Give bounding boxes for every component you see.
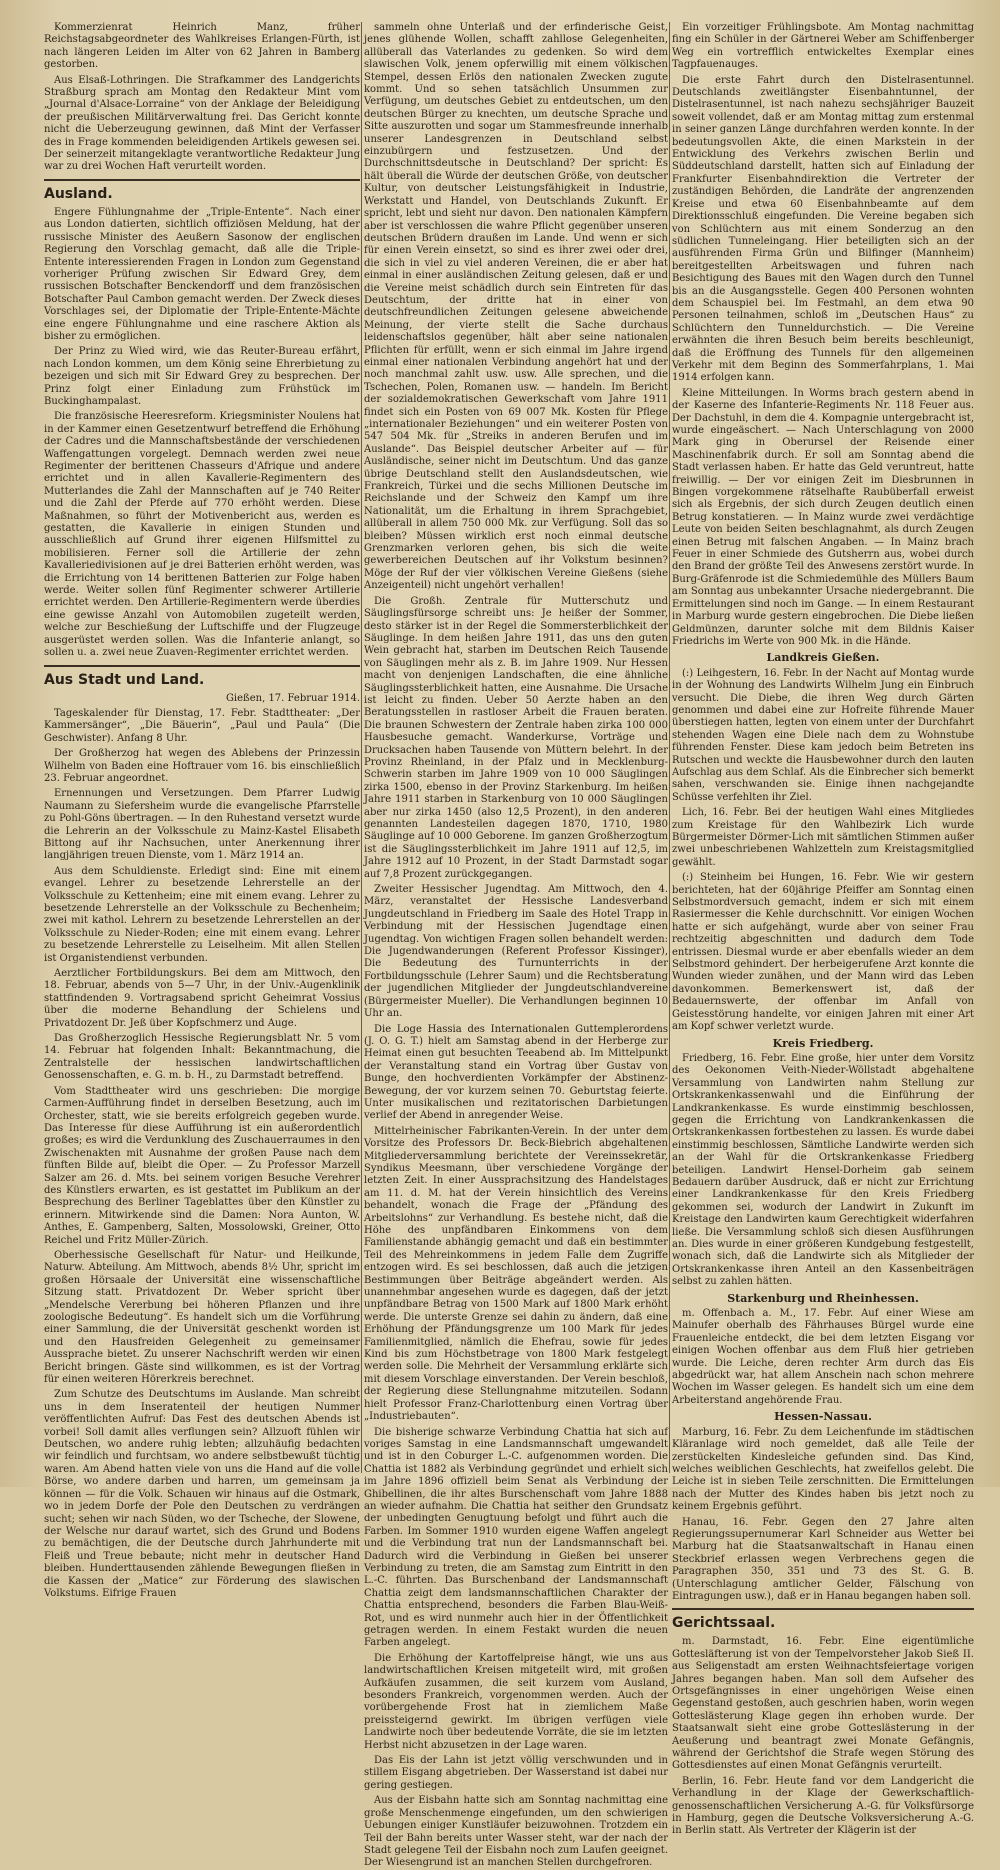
section-divider [44,665,360,667]
article-hoftrauer: Der Großherzog hat wegen des Ablebens der Prinzessin Wilhelm von Baden eine Hoftrauer vom 16. bis einschließlich 23. Februar angeordnet. [44,748,360,784]
article-elsass: Aus Elsaß-Lothringen. Die Strafkammer des Landgerichts Straßburg sprach am Montag den Redakteur Mint vom „Journal d'Alsace-Lorraine“ von der Anklage der Beleidigung der preußischen Militärverwaltung frei. Das Gericht konnte nicht die Ueberzeugung gewinnen, daß Mint der Verfasser des in Frage kommenden beleidigenden Artikels gewesen sei. Der seinerzeit mitangeklagte verantwortliche Redakteur Jung war zu drei Wochen Haft verurteilt worden. [44,74,360,173]
article-heeresreform: Die französische Heeresreform. Kriegsminister Noulens hat in der Kammer einen Gesetzentwurf betreffend die Erhöhung der Cadres und die Mannschaftsbestände der verschiedenen Waffengattungen vorgelegt. Demnach werden zwei neue Regimenter der berittenen Chasseurs d'Afrique und andere errichtet und in allen Kavallerie-Regimentern des Mutterlandes die Zahl der Mannschaften auf je 740 Reiter und die Zahl der Pferde auf 770 erhöht werden. Diese Maßnahmen, so führt der Motivenbericht aus, werden es gestatten, die Kavallerie in einigen Stunden und ausschließlich auf Grund ihrer eigenen Hilfsmittel zu mobilisieren. Ferner soll die Artillerie der zehn Kavalleriedivisionen auf je drei Batterien erhöht werden, was die Errichtung von 14 berittenen Batterien zur Folge haben werde. Weiter sollen fünf Regimenter schwerer Artillerie errichtet werden. Den Artillerie-Regimentern werde überdies eine gewisse Anzahl von Automobilen zugeteilt werden, welche zur Beschießung der Luftschiffe und der Flugzeuge ausgerüstet werden sollen. Was die Infanterie anlangt, so sollen u. a. zwei neue Zuaven-Regimenter errichtet werden. [44,411,360,659]
article-mutterschutz: Die Großh. Zentrale für Mutterschutz und Säuglingsfürsorge schreibt uns: Je heißer der Sommer, desto stärker ist in der Regel die Sommersterblichkeit der Säuglinge. In dem heißen Jahre 1911, das uns den guten Wein gebracht hat, starben im Deutschen Reich Tausende von Säuglingen mehr als z. B. im Jahre 1909. Nur Hessen macht von denjenigen Landschaften, die eine ähnliche Säuglingssterblichkeit hatten, eine Ausnahme. Die Ursache ist leicht zu finden. Ueber 50 Aerzte haben an den Beratungsstellen in rastloser Arbeit die Frauen beraten. Die braunen Schwestern der Zentrale haben zirka 100 000 Hausbesuche gemacht. Wanderkurse, Vorträge und Drucksachen haben Tausende von Müttern belehrt. In der Provinz Rheinland, in der Pfalz und in Mecklenburg-Schwerin starben im Jahre 1909 von 10 000 Säuglingen zirka 1500, ebenso in der Provinz Starkenburg. Im heißen Jahre 1911 starben in Starkenburg von 10 000 Säuglingen aber nur zirka 1450 (also 12,5 Prozent), in den anderen genannten Landesteilen dagegen 1870, 1710, 1980 Säuglinge auf 10 000 Geborene. Im ganzen Großherzogtum ist die Säuglingssterblichkeit im Jahre 1911 auf 12,5, im Jahre 1912 auf 10 Prozent, in der Stadt Darmstadt sogar auf 7,8 Prozent zurückgegangen. [364,595,668,880]
article-fabrikanten: Mittelrheinischer Fabrikanten-Verein. In der unter dem Vorsitze des Professors Dr. Beck-Biebrich abgehaltenen Mitgliederversammlung berichtete der Vereinssekretär, Syndikus Meesmann, über verschiedene Vorgänge der letzten Zeit. In einer Aussprachsitzung des Handelstages am 11. d. M. hat der Verein hinsichtlich des Vereins behandelt, wonach die Frage der „Pfändung des Arbeitslohns“ zur Verhandlung. Es bestehe nicht, daß die Höhe des unpfändbaren Einkommens von dem Familienstande abhängig gemacht und daß ein bestimmter Teil des Mehreinkommens in jedem Falle dem Zugriffe entzogen wird. Es sei beschlossen, daß auch die jetzigen Bestimmungen über Beiträge abgeändert werden. Als unannehmbar angesehen wurde es dagegen, daß der jetzt unpfändbare Betrag von 1500 Mark auf 1800 Mark erhöht werde. Die unterste Grenze sei dahin zu ändern, daß eine Erhöhung der Pfändungsgrenze um 100 Mark für jedes Familienmitglied, nämlich die Ehefrau, sowie für jedes Kind bis zum Höchstbetrage von 1800 Mark festgelegt werden solle. Die Mehrheit der Versammlung erklärte sich mit diesem Vorschlage einverstanden. Der Verein beschloß, der Regierung diese Stellungnahme mitzuteilen. Sodann hielt Professor Franz-Charlottenburg einen Vortrag über „Industriebauten“. [364,1125,668,1423]
column-rule [361,22,362,1473]
article-fruehlingsbote: Ein vorzeitiger Frühlingsbote. Am Montag nachmittag fing ein Schüler in der Gärtnerei Weber am Schiffenberger Weg ein vortrefflich entwickeltes Exemplar eines Tagpfauenauges. [672,22,974,71]
section-heading-ausland: Ausland. [44,185,113,202]
article-hanau: Hanau, 16. Febr. Gegen den 27 Jahre alten Regierungssupernumerar Karl Schneider aus Wetter bei Marburg hat die Staatsanwaltschaft in Hanau einen Steckbrief erlassen wegen Verbrechens gegen die Paragraphen 350, 351 und 73 des St. G. B. (Unterschlagung amtlicher Gelder, Fälschung von Eintragungen usw.), daß er in Hanau begangen haben soll. [672,1516,974,1602]
column-1 [44,22,360,1599]
article-marburg: Marburg, 16. Febr. Zu dem Leichenfunde im städtischen Kläranlage wird noch gemeldet, daß alle Teile der zerstückelten Kindesleiche gefunden sind. Das Kind, welches weiblichen Geschlechts, hat zweifellos gelebt. Die Leiche ist in sieben Teile zerschnitten. Die Ermittelungen nach der Mutter des Kindes haben bis jetzt noch zu keinem Ergebnis geführt. [672,1426,974,1513]
section-divider [672,1608,974,1610]
article-regierungsblatt: Das Großherzoglich Hessische Regierungsblatt Nr. 5 vom 14. Februar hat folgenden Inhalt: Bekanntmachung, die Zentralstelle der hessischen landwirtschaftlichen Genossenschaften, e. G. m. b. H., zu Darmstadt betreffend. [44,1033,360,1082]
section-heading-kreis-friedberg: Kreis Friedberg. [772,1036,874,1050]
section-divider [44,179,360,181]
article-tageskalender: Tageskalender für Dienstag, 17. Febr. Stadttheater: „Der Kammersänger“, „Die Bäuerin“, „Paul und Paula“ (Die Geschwister). Anfang 8 Uhr. [44,707,360,744]
section-heading-stadt-land: Aus Stadt und Land. [44,671,205,688]
article-eisbahn: Aus der Eisbahn hatte sich am Sonntag nachmittag eine große Menschenmenge eingefunden, um den schwierigen Uebungen einiger Kunstläufer beizuwohnen. Trotzdem ein Teil der Bahn bereits unter Wasser steht, war der nach der Stadt gelegene Teil der Eisbahn noch zum Laufen geeignet. Der Wiesengrund ist an manchen Stellen durchgefroren. [364,1795,668,1869]
article-offenbach: m. Offenbach a. M., 17. Febr. Auf einer Wiese am Mainufer oberhalb des Fährhauses Bürgel wurde eine Frauenleiche entdeckt, die bei dem letzten Eisgang vor einigen Wochen offenbar aus dem Fluß hier getrieben wurde. Die Leiche, deren rechter Arm durch das Eis abgedrückt war, hat allem Anschein nach schon mehrere Wochen im Wasser gelegen. Es handelt sich um eine dem Arbeiterstand angehörende Frau. [672,1308,974,1406]
article-fortbildungskurs: Aerztlicher Fortbildungskurs. Bei dem am Mittwoch, den 18. Februar, abends von 5—7 Uhr, in der Univ.-Augenklinik stattfindenden 9. Vortragsabend spricht Geheimrat Vossius über die moderne Behandlung der Schielens und Privatdozent Dr. Jeß über Kopfschmerz und Auge. [44,968,360,1029]
section-heading-landkreis-giessen: Landkreis Gießen. [766,651,880,665]
article-manz: Kommerzienrat Heinrich Manz, früher Reichstagsabgeordneter des Wahlkreises Erlangen-Fürth, ist nach längeren Leiden im Alter von 62 Jahren in Bamberg gestorben. [44,22,360,71]
section-heading-starkenburg: Starkenburg und Rheinhessen. [727,1291,919,1305]
column-3 [672,22,974,1837]
column-2 [364,22,668,1869]
article-naturkunde: Oberhessische Gesellschaft für Natur- und Heilkunde, Naturw. Abteilung. Am Mittwoch, abends 8½ Uhr, spricht im großen Hörsaale der Universität eine wissenschaftliche Sitzung statt. Privatdozent Dr. Weber spricht über „Mendelsche Vererbung bei höheren Pflanzen und ihre zoologische Bedeutung“. Es handelt sich um die Vorführung einer Sammlung, die der Universität geschenkt worden ist und den Hausfreiden Gelegenheit zu gemeinsamer Aussprache bietet. Zu unserer Nachschrift werden wir einen Bericht bringen. Gäste sind willkommen, es ist der Vortrag für einen weiteren Hörerkreis berechnet. [44,1249,360,1386]
article-leihgestern: (:) Leihgestern, 16. Febr. In der Nacht auf Montag wurde in der Wohnung des Landwirts Wilhelm Jung ein Einbruch versucht. Die Diebe, die ihren Weg durch Gärten genommen und dabei eine zur Hofreite führende Mauer überstiegen hatten, legten von einem unter der Durchfahrt stehenden Wagen eine Diele nach dem zu Wohnstube führenden Fenster. Diese kam jedoch beim Betreten ins Rutschen und weckte die Hausbewohner durch den lauten Aufschlag aus dem Schlaf. Als die Einbrecher sich bemerkt sahen, verschwanden sie. Einige ihnen nachgejandte Schüsse verfehlten ihr Ziel. [672,667,974,803]
article-schuldienst: Aus dem Schuldienste. Erledigt sind: Eine mit einem evangel. Lehrer zu besetzende Lehrerstelle an der Volksschule zu Kettenheim; eine mit einem evang. Lehrer zu besetzende Lehrerstelle an der Volksschule zu Bechenheim; zwei mit kathol. Lehrern zu besetzende Lehrerstellen an der Volksschule zu Nieder-Roden; eine mit einem evang. Lehrer zu besetzende Lehrerstelle zu Leiselheim. Mit allen Stellen ist Organistendienst verbunden. [44,865,360,964]
section-heading-gerichtssaal: Gerichtssaal. [672,1615,776,1632]
article-jugendtag: Zweiter Hessischer Jugendtag. Am Mittwoch, den 4. März, veranstaltet der Hessische Landesverband Jungdeutschland in Friedberg im Saale des Hotel Trapp in Verbindung mit der Hessischen Jugendtage einen Jugendtag. Von wichtigen Fragen sollen behandelt werden: Die Jugendwanderungen (Referent Professor Kissinger), Die Bedeutung des Turnunterrichts in der Fortbildungsschule (Lehrer Saum) und die Rechtsberatung der jugendlichen Mitglieder der Jungdeutschlandvereine (Bürgermeister Mueller). Die Verhandlungen beginnen 10 Uhr an. [364,884,668,1020]
article-kartoffelpreise: Die Erhöhung der Kartoffelpreise hängt, wie uns aus landwirtschaftlichen Kreisen mitgeteilt wird, mit großen Aufkäufen zusammen, die seit kurzem vom Ausland, besonders Frankreich, vorgenommen werden. Auch der vorübergehende Frost hat in ziemlichem Maße preissteigernd gewirkt. Im übrigen verfügen viele Landwirte noch über bedeutende Vorräte, die sie im letzten Herbst nicht abzusetzen in der Lage waren. [364,1652,668,1751]
article-guttempler: Die Loge Hassia des Internationalen Guttemplerordens (J. O. G. T.) hielt am Samstag abend in der Herberge zur Heimat einen gut besuchten Teeabend ab. Im Mittelpunkt der Veranstaltung stand ein Vortrag über Gustav von Bunge, den hochverdienten Vorkämpfer der Abstinenz-Bewegung, der vor kurzem seinen 70. Geburtstag feierte. Unter musikalischen und rezitatorischen Darbietungen verlief der Abend in anregender Weise. [364,1023,668,1122]
article-deutschtum-cont: sammeln ohne Unterlaß und der erfinderische Geist, jenes glühende Wollen, schafft zahllose Gelegenheiten, allüberall das Vaterlandes zu gedenken. So wird dem slawischen Volk, jenem opferwillig mit einem völkischen Stempel, dessen Erlös den nationalen Zwecken zugute kommt. Und so sehen tatsächlich Unsummen zur Verfügung, um deutsches Gebiet zu entdeutschen, um den deutschen Bürger zu knechten, um deutsche Sprache und Sitte auszurotten und sogar um Stammesfreunde innerhalb unserer Landesgrenzen in Deutschland selbst einzubürgern und festzusetzen. Und der Durchschnittsdeutsche in Deutschland? Der spricht: Es hält überall die Würde der deutschen Größe, von deutscher Kultur, von deutscher Leistungsfähigkeit in Industrie, Werkstatt und Handel, von Deutschlands Zukunft. Er spricht, lebt und sieht nur davon. Den nationalen Kämpfern aber ist verschlossen die wahre Pflicht gegenüber unseren deutschen Brüdern draußen im Lande. Und wenn er sich für einen Verein einsetzt, so sind es ihrer zwei oder drei, die sich in viel zu viel anderen Vereinen, die er aber hat einmal in einer ausländischen Zeitung gelesen, daß er und die Vereine meist schädlich durch sein Eintreten für das Deutschtum, der dritte hat in einer von deutschfreundlichen Zeitungen gelesene abweichende Meinung, der vierte stellt die Sache durchaus leidenschaftslos gegenüber, hält aber seine nationalen Pflichten für erfüllt, wenn er sich einmal im Jahre irgend einmal einer nationalen Verbindung angehört hat und der noch manchmal zahlt usw. usw. Alle sprechen, und die Tschechen, Polen, Romanen usw. — handeln. Im Bericht der sozialdemokratischen Gewerkschaft vom Jahre 1911 findet sich ein Posten von 69 007 Mk. Kosten für Pflege „internationaler Beziehungen“ und ein weiterer Posten von 547 504 Mk. für „Streiks in anderen Berufen und im Auslande“. Das Beispiel deutscher Arbeiter auf — für Ausländische, seiner nicht im Deutschtum. Und das ganze übrige Deutschland stellt den Auslandsdeutschen, wie Frankreich, Türkei und die sechs Millionen Deutsche im Reichslande und der Schweiz den Kampf um ihre Nationalität, um die Erhaltung in ihrem Sprachgebiet, allüberall in allem 750 000 Mk. zur Verfügung. Soll das so bleiben? Müssen wirklich erst noch einmal deutsche Grenzmarken verloren gehen, bis sich die weite gewerbereichen Deutschen auf ihr Volkstum besinnen? Möge der Ruf der vier völkischen Vereine Gießens (siehe Anzeigenteil) nicht ungehört verhallen! [364,22,668,592]
dateline: Gießen, 17. Februar 1914. [225,692,360,704]
article-triple-entente: Engere Fühlungnahme der „Triple-Entente“. Nach einer aus London datierten, sichtlich offiziösen Meldung, hat der russische Minister des Aeußern Sasonow der englischen Regierung den Vorschlag gemacht, daß alle die Triple-Entente interessierenden Fragen in London zum Gegenstand vorheriger Prüfung zwischen Sir Edward Grey, dem russischen Botschafter Benckendorff und dem französischen Botschafter Paul Cambon gemacht werden. Der Zweck dieses Vorschlages sei, der Diplomatie der Triple-Entente-Mächte eine engere Fühlungnahme und eine raschere Aktion als bisher zu ermöglichen. [44,206,360,342]
article-steinheim: (:) Steinheim bei Hungen, 16. Febr. Wie wir gestern berichteten, hat der 60jährige Pfeiffer am Sonntag einen Selbstmordversuch gemacht, indem er sich mit einem Rasiermesser die Kehle durchschnitt. Vor einigen Wochen hatte er sich aufgehängt, wurde aber von seiner Frau rechtzeitig abgeschnitten und dadurch dem Tode entrissen. Diesmal wurde er aber ebenfalls wieder an dem Selbstmord gehindert. Der herbeigerufene Arzt konnte die Wunden wieder zunähen, und der Mann wird das Leben davonkommen. Bemerkenswert ist, daß der Bedauernswerte, der offenbar im Anfall von Geistesstörung handelte, vor einigen Jahren mit einer Art am Kopf schwer verletzt wurde. [672,872,974,1033]
article-lich: Lich, 16. Febr. Bei der heutigen Wahl eines Mitgliedes zum Kreistage für den Wahlbezirk Lich wurde Bürgermeister Dörmer-Lich mit sämtlichen Stimmen außer zwei unbeschriebenen Wahlzetteln zum Kreistagsmitglied gewählt. [672,807,974,868]
article-darmstadt: m. Darmstadt, 16. Febr. Eine eigentümliche Gottesläfterung ist von der Tempelvorsteher Jakob Sieß II. aus Seligenstadt am ersten Weihnachtsfeiertage vorigen Jahres begangen haben. Man soll dem Aufseher des Ortsgefängnisses in einer ungehörigen Weise einen Gegenstand gestoßen, auch geschrien haben, worin wegen Gotteslästerung Klage gegen ihn erhoben wurde. Der Staatsanwalt sieht eine grobe Gotteslästerung in der Aeußerung und beantragt zwei Monate Gefängnis, während der Gerichtshof die Strafe wegen Störung des Gottesdienstes auf einen Monat Gefängnis verurteilt. [672,1636,974,1772]
section-heading-hessen-nassau: Hessen-Nassau. [774,1410,872,1424]
article-distelrasentunnel: Die erste Fahrt durch den Distelrasentunnel. Deutschlands zweitlängster Eisenbahntunnel, der Distelrasentunnel, ist nach nahezu sechsjähriger Bauzeit soweit vollendet, daß er am Montag mittag zum erstenmal in seiner ganzen Länge durchfahren werden konnte. In der bedeutungsvollen Akte, die einen Markstein in der Entwicklung des Verkehrs zwischen Berlin und Süddeutschland darstellt, hatten sich auf Einladung der Frankfurter Eisenbahndirektion die Vertreter der zuständigen Behörden, die Landräte der angrenzenden Kreise und etwa 60 Eisenbahnbeamte auf dem Direktionsschluß eingefunden. Die Vereine begaben sich von Schlüchtern aus mit einem Sonderzug an den südlichen Tunneleingang. Hier beteiligten sich an der ausführenden Firma Grün und Bilfinger (Mannheim) bereitgestellten Arbeitswagen und fuhren nach Besichtigung des Baues mit den Wagen durch den Tunnel bis an die Ausgangsstelle. Gegen 400 Personen wohnten dem Schauspiel bei. Im Festmahl, an dem etwa 90 Personen teilnahmen, schloß im „Deutschen Haus“ zu Schlüchtern den Tunneldurchstich. — Die Vereine erwähnten die ihren Besuch beim bereits beschleunigt, daß die Eröffnung des Tunnels für den allgemeinen Verkehr mit dem Beginn des Sommerfahrplans, 1. Mai 1914 erfolgen kann. [672,74,974,384]
article-chattia: Die bisherige schwarze Verbindung Chattia hat sich auf voriges Samstag in eine Landsmannschaft umgewandelt und ist in den Coburger L.-C. aufgenommen worden. Die Chattia ist 1882 als Verbindung gegründet und erhielt sich im Jahre 1896 offiziell beim Senat als Verbindung der Ghibellinen, die ihr altes Burschenschaft vom Jahre 1888 an wieder aufnahm. Die Chattia hat seither den Grundsatz der unbedingten Genugtuung befolgt und führt auch die Farben. Im Sommer 1910 wurden eigene Waffen angelegt und die Verbindung trat nun der Landsmannschaft bei. Dadurch wird die Verbindung in Gießen bei unserer Verbindung zu treten, die am Samstag zum Eintritt in den L.-C. führten. Das Burschenband der Landsmannschaft Chattia zeigt dem landsmannschaftlichen Charakter der Chattia entsprechend, besonders die Farben Blau-Weiß-Rot, und es wird nunmehr auch hier in der Öffentlichkeit getragen werden. In einem Festakt wurden die neuen Farben angelegt. [364,1426,668,1649]
article-ernennungen: Ernennungen und Versetzungen. Dem Pfarrer Ludwig Naumann zu Siefersheim wurde die evangelische Pfarrstelle zu Pohl-Göns übertragen. — In den Ruhestand versetzt wurde die Lehrerin an der Volksschule zu Mainz-Kastel Elisabeth Bittong auf ihr Nachsuchen, unter Anerkennung ihrer langjährigen treuen Dienste, vom 1. März 1914 an. [44,788,360,862]
article-stadttheater: Vom Stadttheater wird uns geschrieben: Die morgige Carmen-Aufführung findet in derselben Besetzung, auch im Orchester, statt, wie sie bereits erfolgreich gegeben wurde. Das Interesse für diese Aufführung ist ein außerordentlich großes; es wird die Verdunklung des Zuschauerraumes in den Zwischenakten mit Ausnahme der großen Pause nach dem fünften Bilde auf, bleibt die Oper. — Zu Professor Marzell Salzer am 26. d. Mts. bei seinem vorigen Besuche Verehrer des Künstlers erwarten, es ist gestattet im Publikum an der Besprechung des Berliner Tageblattes über den Künstler zu erinnern. Mitwirkende sind die Damen: Nora Aunton, W. Anthes, E. Gampenberg, Salten, Mossolowski, Greiner, Otto Reichel und Fritz Müller-Zürich. [44,1085,360,1246]
article-prinz-wied: Der Prinz zu Wied wird, wie das Reuter-Bureau erfährt, nach London kommen, um dem König seine Ehrerbietung zu bezeigen und sich mit Sir Edward Grey zu besprechen. Der Prinz folgt einer Einladung zum Frühstück im Buckinghampalast. [44,346,360,407]
article-berlin: Berlin, 16. Febr. Heute fand vor dem Landgericht die Verhandlung in der Klage der Gewerkschaftlich-genossenschaftlichen Versicherung A.-G. für Volksfürsorge in Hamburg, gegen die Deutsche Volksversicherung A.-G. in Berlin statt. Als Vertreter der Klägerin ist der [672,1775,974,1837]
article-lahn-eis: Das Eis der Lahn ist jetzt völlig verschwunden und in stillem Eisgang abgetrieben. Der Wasserstand ist dabei nur gering gestiegen. [364,1755,668,1791]
article-kleine-mitteilungen: Kleine Mitteilungen. In Worms brach gestern abend in der Kaserne des Infanterie-Regiments Nr. 118 Feuer aus. Der Dachstuhl, in dem die 4. Kompagnie untergebracht ist, wurde eingeäschert. — Nach Unterschlagung von 2000 Mark ging in Oberursel der Reisende einer Maschinenfabrik durch. Er soll am Sonntag abend die Stadt verlassen haben. Er hatte das Geld veruntreut, hatte freiwillig. — Der vor einigen Zeit im Diesbrunnen in Bingen vorgekommene rätselhafte Raubüberfall erweist sich als Ergebnis, der sich durch Zeugen deutlich einen Betrug konstatieren. — In Mainz wurde zwei verdächtige Leute von beiden Seiten beschlagnahmt, als durch Zeugen einen Betrug mit falschen Angaben. — In Mainz brach Feuer in einer Schmiede des Gutsherrn aus, wobei durch den Brand der größte Teil des Anwesens zerstört wurde. In Burg-Gräfenrode ist die Schmiedemühle des Müllers Baum am Sonntag aus unbekannter Ursache niedergebrannt. Die Ermittelungen sind noch im Gange. — In einem Restaurant in Marburg wurde gestern eingebrochen. Die Diebe ließen Geldmünzen, darunter solche mit dem Bildnis Kaiser Friedrichs im Werte von 900 Mk. in die Hände. [672,387,974,647]
article-friedberg: Friedberg, 16. Febr. Eine große, hier unter dem Vorsitz des Oekonomen Veith-Nieder-Wöllstadt abgehaltene Versammlung von Landwirten nahm Stellung zur Ortskrankenkassenwahl und die Einführung der Landkrankenkasse. Es wurde einstimmig beschlossen, gegen die Errichtung von Landkrankenkassen die Ortskrankenkassen fortbestehen zu lassen. Es wurde dabei einstimmig beschlossen, Sämtliche Landwirte werden sich an der Wahl für die Ortskrankenkasse Friedberg beteiligen. Landwirt Hensel-Dorheim gab seinem Bedauern darüber Ausdruck, daß er nicht zur Errichtung einer Landkrankenkasse für den Kreis Friedberg gekommen sei, wodurch der Landwirt in Zukunft im Kreistage den Landwirten kaum Gerechtigkeit widerfahren ließe. Die Versammlung schloß sich diesen Ausführungen an. Dies wurde in einer größeren Kundgebung festgestellt, wonach sich, daß die Landwirte sich als Mitglieder der Ortskrankenkasse ihren Anteil an den Kassenbeiträgen selbst zu zahlen hätten. [672,1052,974,1288]
article-deutschtum: Zum Schutze des Deutschtums im Auslande. Man schreibt uns in dem Inseratenteil der heutigen Nummer veröffentlichten Aufruf: Das Fest des deutschen Abends ist vorbei! Soll damit alles verflungen sein? Allzuoft fühlen wir Deutschen, wo andere ruhig lebten; allzuhäufig bedachten wir feindlich und furchtsam, wo andere selbstbewußt tüchtig waren. Am Abend hatten viele von uns die Hand auf die volle Börse, wo andere darben und harren, um gemeinsam ja können — für die Volk. Schauen wir hinaus auf die Ostmark, wo in jedem Dorfe der Pole den Deutschen zu verdrängen sucht; sehen wir nach Süden, wo der Tscheche, der Slowene, der Welsche nur darauf wartet, sich des Grund und Bodens zu bemächtigen, die der Deutsche durch Jahrhunderte mit Fleiß und Treue bebaute; nicht mehr in deutscher Hand bleiben. Hunderttausenden zählende Bewegungen fließen in die Kassen der „Matice“ zur Förderung des slawischen Volkstums. Eifrige Frauen [44,1389,360,1599]
column-rule [669,22,670,1473]
